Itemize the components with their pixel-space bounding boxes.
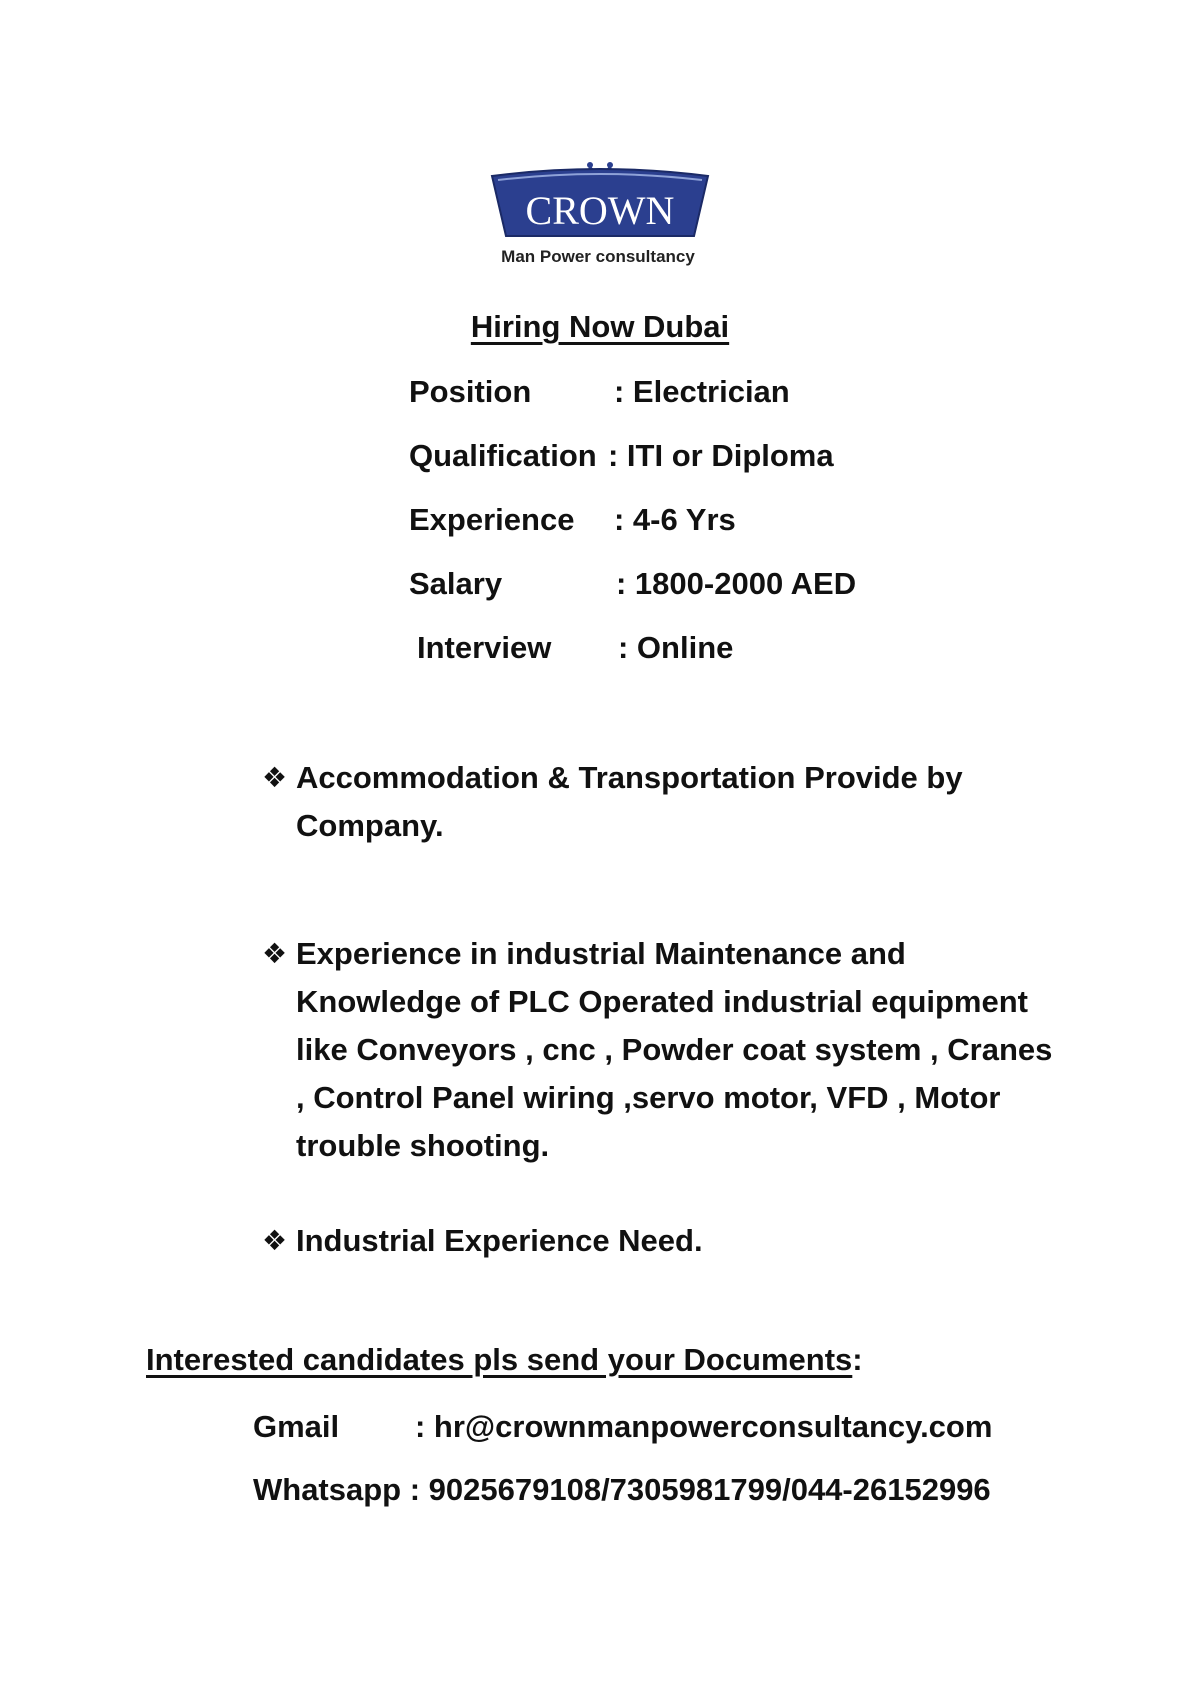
cta-suffix: : <box>852 1342 863 1377</box>
bullet-item <box>262 754 1062 850</box>
logo-tagline: Man Power consultancy <box>501 247 695 266</box>
detail-salary <box>409 562 1009 626</box>
detail-label: Experience <box>409 502 575 537</box>
crown-logo <box>490 160 710 275</box>
detail-label: Position <box>409 374 532 409</box>
detail-value: : 1800-2000 AED <box>616 566 857 601</box>
whatsapp-numbers: Whatsapp : 9025679108/7305981799/044-26152996 <box>253 1472 991 1507</box>
detail-value: : 4-6 Yrs <box>614 502 736 537</box>
cta-text: Interested candidates pls send your Documents <box>146 1342 853 1377</box>
detail-experience <box>409 498 1009 562</box>
bullet-item <box>262 930 1062 1170</box>
bullet-text: Experience in industrial Maintenance and Knowledge of PLC Operated industrial equipment like Conveyors , cnc , Powder coat system , Cranes , Control Panel wiring ,servo motor, VFD , Motor trouble shooting. <box>296 936 1053 1163</box>
detail-interview <box>409 626 1009 690</box>
gmail-label: Gmail <box>253 1409 340 1444</box>
diamond-bullet-icon: ❖ <box>262 762 288 793</box>
job-details <box>409 370 1009 690</box>
bullet-text: Industrial Experience Need. <box>296 1223 703 1258</box>
bullet-text: Accommodation & Transportation Provide by Company. <box>296 760 963 843</box>
detail-label: Salary <box>409 566 503 601</box>
gmail-link[interactable]: : hr@crownmanpowerconsultancy.com <box>415 1409 993 1444</box>
detail-qualification <box>409 434 1009 498</box>
detail-value: : Online <box>618 630 734 665</box>
page-title <box>0 309 1200 345</box>
bullet-item <box>262 1217 1062 1265</box>
detail-position <box>409 370 1009 434</box>
diamond-bullet-icon: ❖ <box>262 1225 288 1256</box>
detail-value: : Electrician <box>614 374 790 409</box>
call-to-action <box>146 1342 863 1378</box>
detail-label: Interview <box>417 630 552 665</box>
detail-label: Qualification <box>409 438 597 473</box>
diamond-bullet-icon: ❖ <box>262 938 288 969</box>
detail-value: : ITI or Diploma <box>608 438 834 473</box>
page-title-text: Hiring Now Dubai <box>470 309 730 344</box>
logo-name: CROWN <box>525 188 675 233</box>
